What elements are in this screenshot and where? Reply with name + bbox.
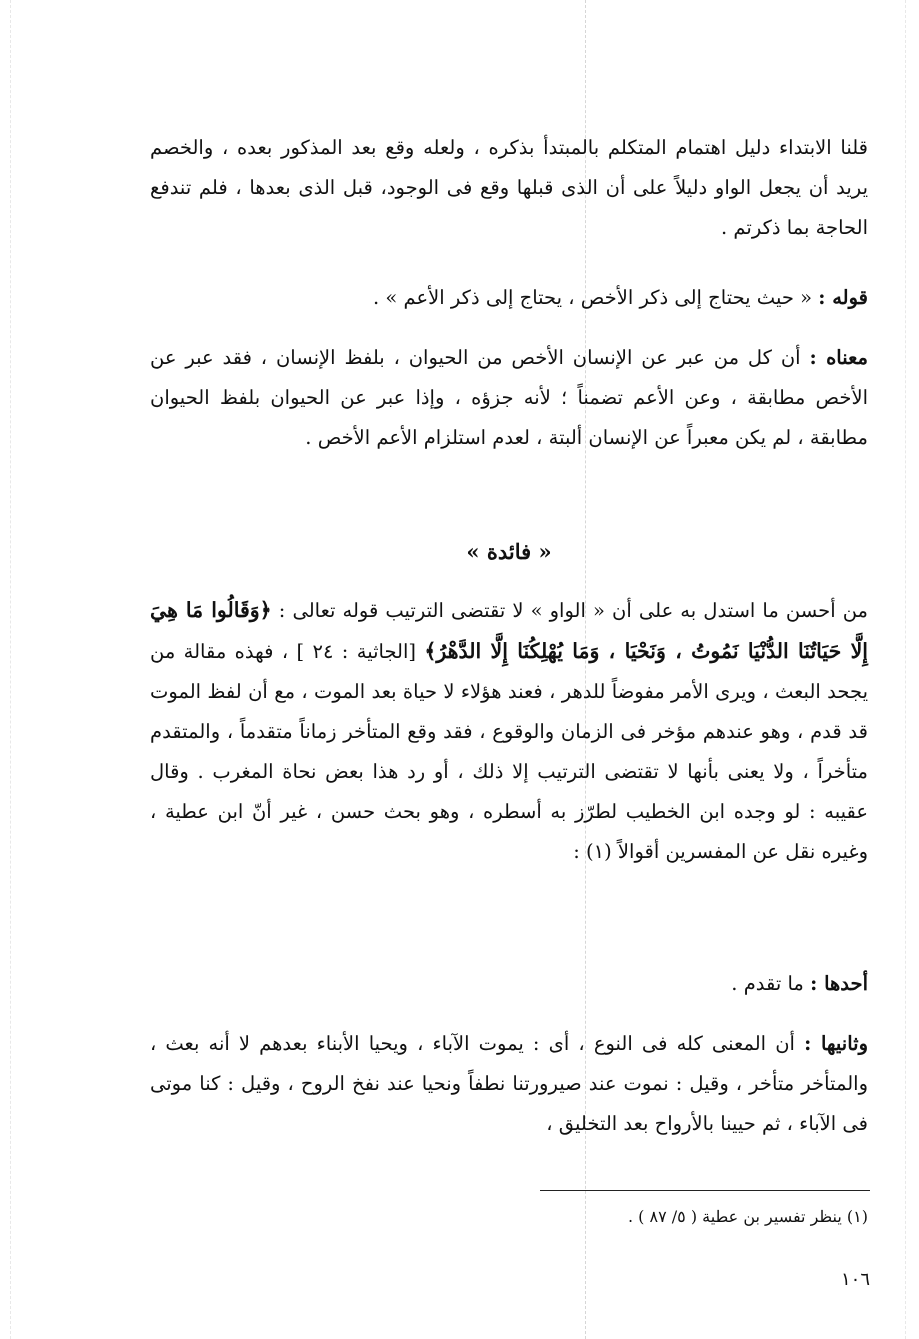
paragraph-quote-statement	[150, 278, 868, 318]
paragraph-second-opinion	[150, 1024, 868, 1144]
paragraph-text: قلنا الابتداء دليل اهتمام المتكلم بالمبتدأ بذكره ، ولعله وقع بعد المذكور بعده ، والخصم يريد أن يجعل الواو دليلاً على أن الذى قبلها وقع فى الوجود، قبل الذى بعدها ، فلم تندفع الحاجة بما ذكرتم .	[150, 136, 868, 239]
paragraph-lead: معناه :	[809, 346, 868, 369]
paragraph-text: فهذه مقالة من يجحد البعث ، ويرى الأمر مفوضاً للدهر ، فعند هؤلاء لا حياة بعد الموت ، مع أن لفظ الموت قد قدم ، وهو عندهم مؤخر فى الزمان والوقوع ، فقد وقع المتأخر زماناً متقدماً ، والمتقدم متأخراً ، ولا يعنى بأنها لا تقتضى الترتيب إلا ذلك ، أو رد هذا بعض نحاة المغرب . وقال عقيبه : لو وجده ابن الخطيب لطرّز به أسطره ، وهو بحث حسن ، غير أنّ ابن عطية ، وغيره نقل عن المفسرين أقوالاً (١) :	[150, 640, 868, 863]
paragraph-intro: من أحسن ما استدل به على أن « الواو » لا تقتضى الترتيب قوله تعالى :	[271, 599, 869, 622]
scan-edge-line-left	[10, 0, 11, 1339]
section-heading: « فائدة »	[466, 539, 552, 564]
paragraph-lead: قوله :	[818, 286, 868, 309]
paragraph-text: ما تقدم .	[731, 972, 811, 995]
paragraph-meaning	[150, 338, 868, 458]
paragraph-lead: أحدها :	[810, 972, 868, 995]
paragraph-lead: وثانيها :	[804, 1032, 868, 1055]
paragraph-benefit	[150, 590, 868, 872]
paragraph-first-opinion	[150, 964, 868, 1004]
page-number: ١٠٦	[840, 1269, 870, 1290]
paragraph-rebuttal	[150, 128, 868, 248]
footnote: (١) ينظر تفسير بن عطية ( ٥/ ٨٧ ) .	[627, 1207, 868, 1226]
scan-edge-line-right	[905, 0, 906, 1339]
verse-citation: [الجاثية : ٢٤ ] ،	[273, 640, 425, 663]
footnote-separator	[540, 1190, 870, 1191]
paragraph-text: أن المعنى كله فى النوع ، أى : يموت الآباء ، ويحيا الأبناء بعدهم لا أنه بعث ، والمتأخر متأخر ، وقيل : نموت عند صيرورتنا نطفاً ونحيا عند نفخ الروح ، وقيل : كنا موتى فى الآباء ، ثم حيينا بالأرواح بعد التخليق ،	[150, 1032, 868, 1135]
paragraph-text: أن كل من عبر عن الإنسان الأخص من الحيوان ، بلفظ الإنسان ، فقد عبر عن الأخص مطابقة ، وعن الأعم تضمناً ؛ لأنه جزؤه ، وإذا عبر عن الحيوان بلفظ الحيوان مطابقة ، لم يكن معبراً عن الإنسان ألبتة ، لعدم استلزام الأعم الأخص .	[150, 346, 868, 449]
paragraph-text: « حيث يحتاج إلى ذكر الأخص ، يحتاج إلى ذكر الأعم » .	[373, 286, 819, 309]
quran-verse: ﴿وَقَالُوا مَا هِيَ إِلَّا حَيَاتُنَا الدُّنْيَا نَمُوتُ ، وَنَحْيَا ، وَمَا يُهْلِكُنَا إِلَّا الدَّهْرُ﴾	[150, 598, 868, 663]
